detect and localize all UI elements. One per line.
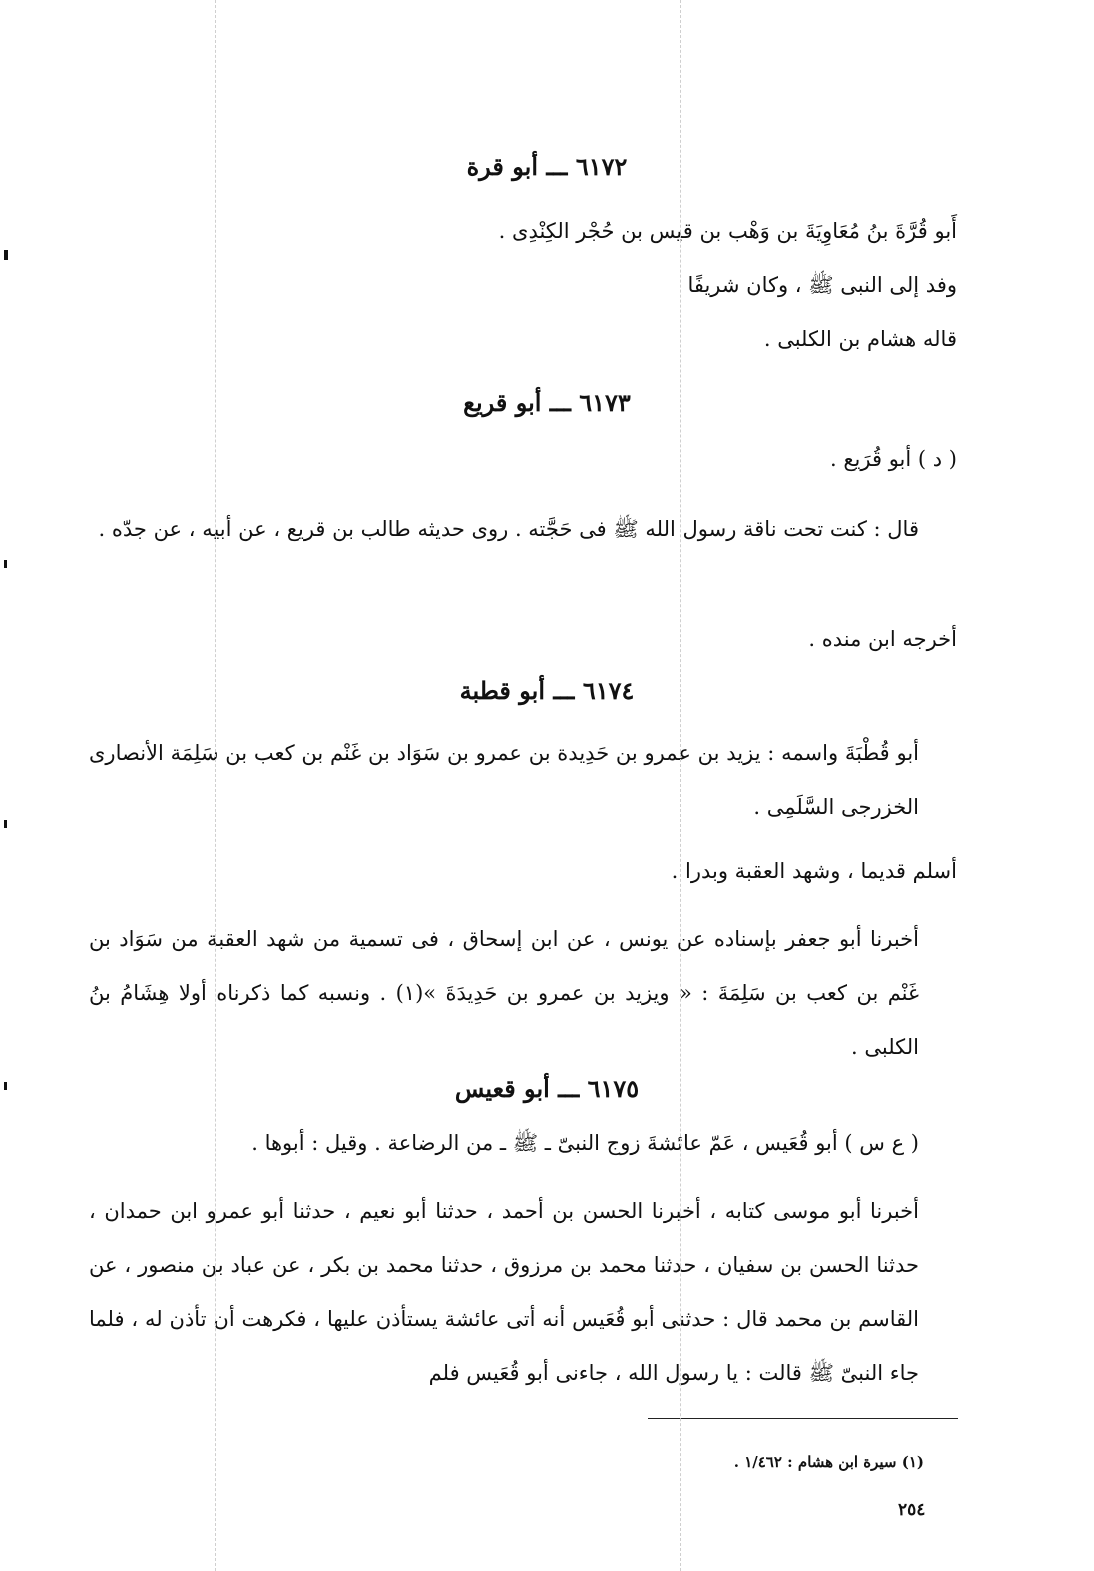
scan-speck <box>4 1082 7 1090</box>
entry-heading: ٦١٧٢ ـــ أبو قرة <box>466 152 628 181</box>
paragraph: قال : كنت تحت ناقة رسول الله ﷺ فى حَجَّته . روى حديثه طالب بن قريع ، عن أبيه ، عن جدّه . <box>98 517 919 541</box>
entry-body <box>137 212 957 358</box>
entry-body <box>89 1184 957 1400</box>
paragraph: أخبرنا أبو موسى كتابه ، أخبرنا الحسن بن أحمد ، حدثنا أبو نعيم ، حدثنا أبو عمرو ابن حمدان ، حدثنا الحسن بن سفيان ، حدثنا محمد بن مرزوق ، حدثنا محمد بن بكر ، عن عباد بن منصور ، عن القاسم بن محمد قال : حدثنى أبو قُعَيس أنه أتى عائشة يستأذن عليها ، فكرهت أن تأذن له ، فلما جاء النبىّ ﷺ قالت : يا رسول الله ، جاءنى أبو قُعَيس فلم <box>89 1199 919 1385</box>
paragraph: ( د ) أبو قُرَيع . <box>830 447 957 471</box>
scan-speck <box>4 560 7 568</box>
entry-body <box>89 502 957 556</box>
paragraph: أَبو قُرَّةَ بنُ مُعَاوِيَةَ بن وَهْب بن قيس بن حُجْر الكِنْدِى . <box>498 219 957 243</box>
entry-heading: ٦١٧٤ ـــ أبو قطبة <box>459 676 635 705</box>
paragraph: أسلم قديما ، وشهد العقبة وبدرا . <box>671 859 957 883</box>
entry-body <box>89 912 957 1074</box>
entry-body <box>137 440 957 478</box>
paragraph: ( ع س ) أبو قُعَيس ، عَمّ عائشةَ زوج النبىّ ـ ﷺ ـ من الرضاعة . وقيل : أبوها . <box>251 1131 919 1155</box>
entry-body <box>137 852 957 890</box>
paragraph: أبو قُطْبَةَ واسمه : يزيد بن عمرو بن حَدِيدة بن عمرو بن سَوَاد بن غَنْم بن كعب بن سَلِمَة الأنصارى الخزرجى السَّلَمِى . <box>89 741 919 819</box>
fold-line <box>680 0 681 1571</box>
paragraph: وفد إلى النبى ﷺ ، وكان شريفًا <box>687 273 957 297</box>
scan-speck <box>4 250 8 260</box>
entry-body <box>89 1124 957 1162</box>
paragraph: أخبرنا أبو جعفر بإسناده عن يونس ، عن ابن إسحاق ، فى تسمية من شهد العقبة من سَوَاد بن غَنْم بن كعب بن سَلِمَةَ : « ويزيد بن عمرو بن حَدِيدَةَ »(١) . ونسبه كما ذكرناه أولا هِشَامُ بنُ الكلبى . <box>89 927 919 1059</box>
footnote-divider <box>648 1418 958 1419</box>
entry-body <box>137 620 957 658</box>
paragraph: أخرجه ابن منده . <box>808 627 957 651</box>
entry-heading: ٦١٧٣ ـــ أبو قريع <box>463 388 631 417</box>
entry-heading: ٦١٧٥ ـــ أبو قعيس <box>454 1074 640 1103</box>
fold-line <box>215 0 216 1571</box>
scan-speck <box>4 820 7 828</box>
page-number: ٢٥٤ <box>898 1500 926 1520</box>
paragraph: قاله هشام بن الكلبى . <box>763 327 957 351</box>
footnote: (١) سيرة ابن هشام : ١/٤٦٢ . <box>733 1453 924 1471</box>
entry-body <box>89 726 957 834</box>
